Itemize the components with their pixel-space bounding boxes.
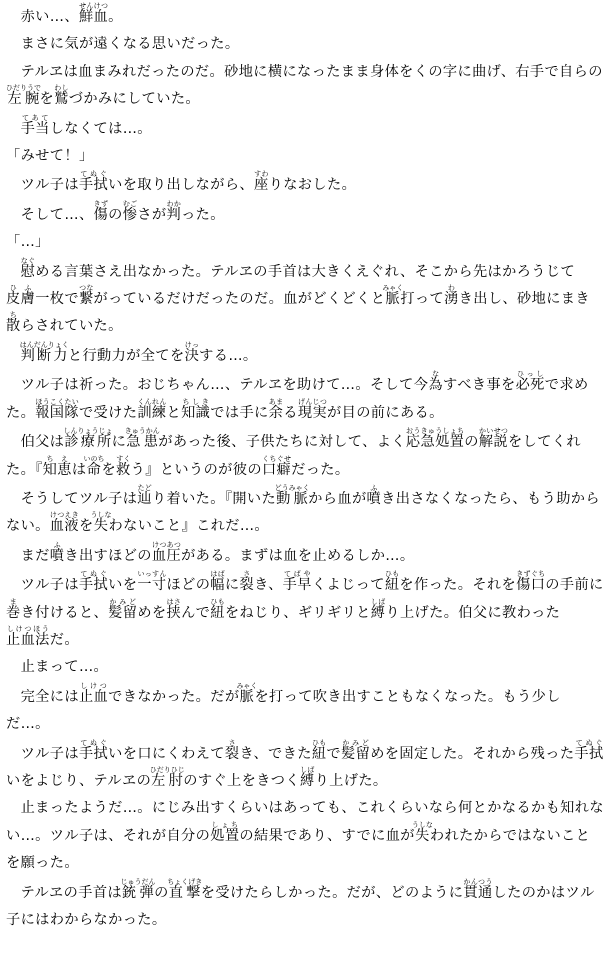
furigana-word: 応急処置おうきゅうしょち	[405, 427, 465, 451]
furigana-reading: てあて	[20, 113, 50, 122]
furigana-word: 紐ひも	[384, 570, 400, 594]
furigana-reading: ひだりうで	[6, 84, 41, 93]
furigana-reading: どうみゃく	[274, 483, 310, 492]
furigana-reading: ちえ	[42, 454, 72, 463]
furigana-word: 左肘ひだりひじ	[149, 765, 185, 789]
furigana-reading: げんじつ	[297, 397, 327, 406]
furigana-word: 紐ひも	[210, 597, 225, 621]
furigana-reading: ひふ	[6, 284, 36, 293]
furigana-word: 処置しょち	[210, 820, 240, 844]
paragraph: 止まって…。	[6, 659, 109, 676]
furigana-word: 失うしな	[411, 820, 433, 844]
furigana-reading: けっ	[184, 340, 200, 349]
furigana-reading: ま	[6, 597, 21, 606]
furigana-word: 傷口きずぐち	[516, 570, 546, 594]
paragraph: 判断力はんだんりょくと行動力が全てを決けっする…。	[19, 340, 258, 364]
furigana-word: 判断力はんだんりょく	[19, 340, 69, 364]
paragraph: 手当てあてしなくては…。	[20, 113, 152, 137]
furigana-reading: さ	[224, 738, 240, 747]
furigana-reading: てぬぐ	[78, 738, 109, 747]
furigana-reading: けつえき	[49, 511, 79, 520]
paragraph: テルヱの手首は銃弾じゅうだんの直撃ちょくげきを受けたらしかった。だが、どのように貫通かんつうしたのかはツル子にはわからなかった。	[6, 877, 595, 928]
furigana-reading: ほうこくたい	[35, 397, 79, 406]
furigana-word: 直撃ちょくげき	[167, 877, 203, 901]
paragraph: 「…」	[6, 234, 50, 251]
paragraph: まだ噴ふき出すほどの血圧けつあつがある。まずは血を止めるしか…。	[6, 540, 415, 564]
furigana-reading: くちぐせ	[261, 454, 292, 463]
furigana-reading: ちょくげき	[167, 877, 203, 886]
furigana-reading: いっすん	[137, 570, 167, 579]
furigana-word: 左腕ひだりうで	[6, 84, 41, 108]
furigana-word: 貫通かんつう	[463, 877, 493, 901]
furigana-reading: うしな	[411, 820, 433, 829]
furigana-reading: はば	[210, 570, 225, 579]
furigana-word: 手拭てぬぐ	[574, 738, 604, 762]
furigana-reading: ひも	[210, 597, 225, 606]
furigana-reading: ふ	[49, 540, 65, 549]
furigana-reading: かいせつ	[478, 427, 509, 436]
furigana-reading: すわ	[254, 170, 269, 179]
paragraph: ツル子は祈った。おじちゃん…、テルヱを助けて…。そして今為なすべき事を必死ひっしで求めた。報国隊ほうこくたいで受けた訓練くんれんと知識ちしきでは手に余あまる現実げんじつが目の前にある。	[6, 370, 589, 421]
furigana-word: 噴ふ	[49, 540, 65, 564]
furigana-reading: あま	[268, 397, 284, 406]
furigana-word: 手拭てぬぐ	[78, 570, 109, 594]
furigana-word: 湧わ	[444, 284, 459, 308]
furigana-reading: すく	[116, 454, 131, 463]
furigana-word: 口癖くちぐせ	[261, 454, 292, 478]
furigana-word: 脈みゃく	[382, 284, 404, 308]
paragraph: 止まったようだ…。にじみ出すくらいはあっても、これくらいなら何とかなるかも知れない…。ツル子は、それが自分の処置しょちの結果であり、すでに血が失うしなわれたからではないことを願った。	[6, 800, 604, 872]
furigana-word: 髪留かみど	[108, 597, 138, 621]
furigana-word: 裂さ	[224, 738, 240, 762]
furigana-word: 訓練くんれん	[137, 397, 167, 421]
furigana-word: 失うしな	[90, 511, 112, 535]
furigana-word: 血液けつえき	[49, 511, 79, 535]
furigana-reading: けつあつ	[151, 540, 182, 549]
furigana-reading: しょち	[210, 820, 240, 829]
furigana-reading: いのち	[83, 454, 105, 463]
furigana-reading: せんけつ	[78, 2, 109, 10]
furigana-word: 鮮血せんけつ	[78, 2, 109, 25]
furigana-word: 現実げんじつ	[297, 397, 328, 421]
furigana-reading: うしな	[90, 511, 112, 520]
furigana-reading: ひも	[384, 570, 400, 579]
furigana-reading: むご	[122, 199, 138, 208]
furigana-word: 座すわ	[254, 170, 269, 194]
furigana-reading: かみど	[108, 597, 138, 606]
furigana-word: 為な	[428, 370, 443, 394]
furigana-reading: はさ	[166, 597, 182, 606]
paragraph: テルヱは血まみれだったのだ。砂地に横になったまま身体をくの字に曲げ、右手で自らの左腕ひだりうでを鷲わしづかみにしていた。	[6, 63, 603, 108]
furigana-word: 知識ちしき	[181, 397, 211, 421]
furigana-reading: くんれん	[137, 397, 167, 406]
paragraph: ツル子は手拭てぬぐいを一寸いっすんほどの幅はばに裂さき、手早てばやくよじって紐ひもを作った。それを傷口きずぐちの手前に巻まき付けると、髪留かみどめを挟はさんで紐ひもをねじり、ギリギリと縛しばり上げた。伯父に教わった止血法しけつほうだ。	[6, 570, 604, 648]
furigana-reading: わか	[166, 199, 182, 208]
furigana-word: 鷲わし	[54, 84, 69, 108]
furigana-reading: しば	[370, 597, 386, 606]
furigana-word: 縛しば	[370, 597, 386, 621]
furigana-reading: きず	[93, 199, 109, 208]
furigana-word: 惨むご	[122, 199, 138, 223]
paragraph: まさに気が遠くなる思いだった。	[6, 36, 240, 53]
paragraph: 慰なぐめる言葉さえ出なかった。テルヱの手首は大きくえぐれ、そこから先はかろうじて皮膚ひふ一枚で繋つながっているだけだったのだ。血がどくどくと脈みゃく打って湧わき出し、砂地にまき散ちらされていた。	[6, 256, 590, 335]
furigana-reading: ひっし	[515, 370, 545, 379]
furigana-word: 辿たど	[137, 483, 152, 507]
furigana-word: 判わか	[166, 199, 182, 223]
furigana-reading: わし	[54, 84, 69, 93]
paragraph: そして…、傷きずの惨むごさが判わかった。	[6, 199, 225, 223]
furigana-reading: つな	[78, 284, 94, 293]
furigana-reading: はんだんりょく	[19, 340, 69, 349]
furigana-word: 手拭てぬぐ	[78, 170, 109, 194]
paragraph: 伯父は診療所しんりょうじょに急患きゅうかんがあった後、子供たちに対して、よく応急処置おうきゅうしょちの解説かいせつをしてくれた。『知恵ちえは命いのちを救すくう』というのが彼の口癖くちぐせだった。	[6, 427, 581, 478]
furigana-word: 動脈どうみゃく	[274, 483, 310, 507]
furigana-reading: ひだりひじ	[149, 765, 185, 774]
furigana-reading: ふ	[366, 483, 382, 492]
furigana-reading: ひも	[311, 738, 327, 747]
furigana-word: 傷きず	[93, 199, 109, 223]
furigana-word: 命いのち	[83, 454, 105, 478]
furigana-word: 紐ひも	[311, 738, 327, 762]
furigana-word: 知恵ちえ	[42, 454, 72, 478]
furigana-word: 診療所しんりょうじょ	[63, 427, 113, 451]
furigana-reading: しけつほう	[6, 624, 50, 633]
furigana-reading: きずぐち	[516, 570, 546, 579]
furigana-word: 決けっ	[184, 340, 200, 364]
furigana-word: 余あま	[268, 397, 284, 421]
furigana-word: 急患きゅうかん	[124, 427, 160, 451]
furigana-word: 必死ひっし	[515, 370, 545, 394]
furigana-word: 皮膚ひふ	[6, 284, 36, 308]
furigana-word: 手拭てぬぐ	[78, 738, 109, 762]
furigana-word: 銃弾じゅうだん	[120, 877, 156, 901]
furigana-reading: たど	[137, 483, 152, 492]
furigana-reading: みゃく	[236, 681, 258, 690]
furigana-word: 手当てあて	[20, 113, 50, 137]
furigana-word: 慰なぐ	[20, 256, 36, 280]
furigana-word: 巻ま	[6, 597, 21, 621]
furigana-reading: しんりょうじょ	[63, 427, 113, 436]
furigana-word: 噴ふ	[366, 483, 382, 507]
furigana-word: 手早てばや	[282, 570, 312, 594]
furigana-reading: てばや	[282, 570, 312, 579]
furigana-word: 挟はさ	[166, 597, 182, 621]
furigana-reading: かんつう	[463, 877, 493, 886]
paragraph: 赤い…、鮮血せんけつ。	[6, 2, 123, 25]
furigana-word: 脈みゃく	[236, 681, 258, 705]
furigana-reading: ちしき	[181, 397, 211, 406]
furigana-word: 止血しけつ	[78, 681, 109, 705]
furigana-reading: てぬぐ	[574, 738, 604, 747]
furigana-reading: しけつ	[78, 681, 109, 690]
furigana-word: 縛しば	[299, 765, 315, 789]
furigana-word: 裂さ	[239, 570, 255, 594]
furigana-reading: さ	[239, 570, 255, 579]
furigana-word: 解説かいせつ	[478, 427, 509, 451]
furigana-reading: わ	[444, 284, 459, 293]
furigana-reading: ち	[6, 311, 21, 320]
paragraph: ツル子は手拭てぬぐいを取り出しながら、座すわりなおした。	[6, 170, 357, 194]
furigana-reading: てぬぐ	[78, 570, 109, 579]
furigana-word: 止血法しけつほう	[6, 624, 50, 648]
furigana-reading: おうきゅうしょち	[405, 427, 465, 436]
furigana-reading: みゃく	[382, 284, 404, 293]
furigana-word: 髪留かみど	[341, 738, 371, 762]
paragraph: そうしてツル子は辿たどり着いた。『開いた動脈どうみゃくから血が噴ふき出さなくなったら、もう助からない。血液けつえきを失うしなわないこと』これだ…。	[6, 483, 600, 535]
furigana-word: 幅はば	[210, 570, 225, 594]
paragraph: 「みせて！」	[6, 148, 94, 165]
furigana-word: 報国隊ほうこくたい	[35, 397, 79, 421]
furigana-reading: てぬぐ	[78, 170, 109, 179]
furigana-word: 散ち	[6, 311, 21, 335]
furigana-reading: きゅうかん	[124, 427, 160, 436]
furigana-reading: しば	[299, 765, 315, 774]
furigana-word: 繋つな	[78, 284, 94, 308]
furigana-reading: なぐ	[20, 256, 36, 265]
furigana-reading: な	[428, 370, 443, 379]
furigana-reading: じゅうだん	[120, 877, 156, 886]
furigana-word: 血圧けつあつ	[151, 540, 182, 564]
paragraph: 完全には止血しけつできなかった。だが脈みゃくを打って吹き出すこともなくなった。もう少しだ…。	[6, 681, 561, 733]
furigana-word: 一寸いっすん	[137, 570, 167, 594]
paragraph: ツル子は手拭てぬぐいを口にくわえて裂さき、できた紐ひもで髪留かみどめを固定した。それから残った手拭てぬぐいをよじり、テルヱの左肘ひだりひじのすぐ上をきつく縛しばり上げた。	[6, 738, 604, 789]
furigana-reading: かみど	[341, 738, 371, 747]
furigana-word: 救すく	[116, 454, 131, 478]
